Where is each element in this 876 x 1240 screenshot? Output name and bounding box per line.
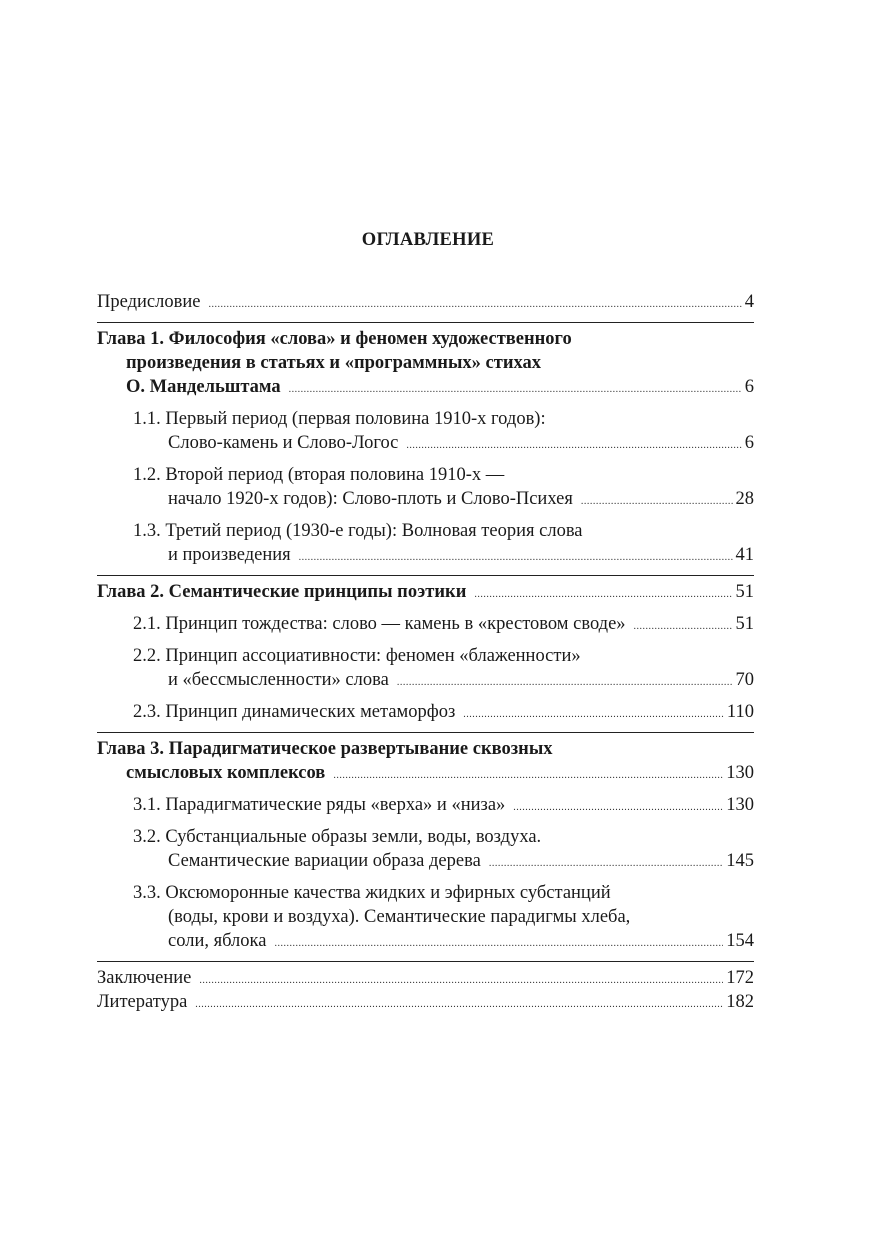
dot-leader [489, 852, 723, 876]
toc-section-3-3-cont[interactable]: (воды, крови и воздуха). Семантические парадигмы хлеба, [168, 907, 631, 927]
divider [97, 575, 754, 576]
toc-page-number: 154 [726, 931, 754, 951]
toc-entry-label: Семантические вариации образа дерева [168, 851, 481, 871]
toc-section-1-3[interactable]: 1.3. Третий период (1930-е годы): Волновая теория слова [133, 521, 583, 541]
toc-page-number: 51 [735, 582, 754, 602]
toc-entry-conclusion[interactable] [97, 966, 754, 990]
toc-page-number: 51 [735, 614, 754, 634]
dot-leader [199, 969, 723, 993]
divider [97, 732, 754, 733]
toc-chapter-1-heading[interactable]: Глава 1. Философия «слова» и феномен художественного [97, 329, 572, 349]
toc-entry-label: Литература [97, 992, 188, 1012]
dot-leader [299, 546, 733, 570]
toc-entry-label: смысловых комплексов [126, 763, 326, 783]
toc-entry-label: 2.3. Принцип динамических метаморфоз [133, 702, 456, 722]
toc-entry-label: и произведения [168, 545, 291, 565]
toc-entry-section-3-2[interactable] [97, 849, 754, 873]
toc-entry-label: О. Мандельштама [126, 377, 281, 397]
toc-entry-section-3-1[interactable] [97, 793, 754, 817]
divider [97, 961, 754, 962]
toc-entry-section-1-2[interactable] [97, 487, 754, 511]
toc-page-number: 6 [744, 377, 754, 397]
toc-page-number: 172 [726, 968, 754, 988]
dot-leader [289, 378, 742, 402]
toc-page-number: 4 [744, 292, 754, 312]
toc-chapter-1-heading-cont[interactable]: произведения в статьях и «программных» стихах [126, 353, 542, 373]
dot-leader [463, 703, 724, 727]
toc-page-number: 70 [735, 670, 754, 690]
dot-leader [208, 293, 741, 317]
dot-leader [195, 993, 723, 1017]
toc-entry-section-3-3[interactable] [97, 929, 754, 953]
dot-leader [634, 615, 733, 639]
toc-entry-label: Слово-камень и Слово-Логос [168, 433, 399, 453]
toc-entry-section-2-2[interactable] [97, 668, 754, 692]
dot-leader [333, 764, 723, 788]
toc-entry-chapter-1[interactable] [97, 375, 754, 399]
toc-entry-section-1-1[interactable] [97, 431, 754, 455]
toc-entry-label: и «бессмысленности» слова [168, 670, 389, 690]
page-title: ОГЛАВЛЕНИЕ [361, 230, 495, 250]
dot-leader [406, 434, 741, 458]
dot-leader [581, 490, 733, 514]
toc-section-3-2[interactable]: 3.2. Субстанциальные образы земли, воды, воздуха. [133, 827, 542, 847]
toc-page-number: 145 [726, 851, 754, 871]
toc-entry-section-2-1[interactable] [97, 612, 754, 636]
toc-entry-label: 3.1. Парадигматические ряды «верха» и «низа» [133, 795, 506, 815]
toc-entry-label: начало 1920-х годов): Слово-плоть и Слово-Психея [168, 489, 573, 509]
toc-entry-label: Заключение [97, 968, 192, 988]
divider [97, 322, 754, 323]
toc-entry-label: соли, яблока [168, 931, 267, 951]
toc-entry-label: Предисловие [97, 292, 201, 312]
toc-page-number: 6 [744, 433, 754, 453]
toc-section-1-1[interactable]: 1.1. Первый период (первая половина 1910-х годов): [133, 409, 546, 429]
dot-leader [474, 583, 732, 607]
toc-entry-preface[interactable] [97, 290, 754, 314]
toc-entry-label: 2.1. Принцип тождества: слово — камень в «крестовом своде» [133, 614, 626, 634]
table-of-contents [97, 290, 754, 1014]
toc-section-2-2[interactable]: 2.2. Принцип ассоциативности: феномен «блаженности» [133, 646, 581, 666]
dot-leader [397, 671, 733, 695]
toc-section-3-3[interactable]: 3.3. Оксюморонные качества жидких и эфирных субстанций [133, 883, 611, 903]
toc-entry-literature[interactable] [97, 990, 754, 1014]
toc-page-number: 130 [726, 763, 754, 783]
toc-chapter-3-heading[interactable]: Глава 3. Парадигматическое развертывание сквозных [97, 739, 553, 759]
dot-leader [513, 796, 723, 820]
toc-page-number: 130 [726, 795, 754, 815]
toc-entry-section-1-3[interactable] [97, 543, 754, 567]
toc-page-number: 28 [735, 489, 754, 509]
toc-section-1-2[interactable]: 1.2. Второй период (вторая половина 1910-х — [133, 465, 505, 485]
toc-page-number: 110 [726, 702, 754, 722]
toc-page-number: 41 [735, 545, 754, 565]
toc-entry-chapter-2[interactable] [97, 580, 754, 604]
toc-entry-chapter-3[interactable] [97, 761, 754, 785]
toc-page-number: 182 [726, 992, 754, 1012]
toc-entry-section-2-3[interactable] [97, 700, 754, 724]
toc-entry-label: Глава 2. Семантические принципы поэтики [97, 582, 467, 602]
dot-leader [274, 932, 723, 956]
